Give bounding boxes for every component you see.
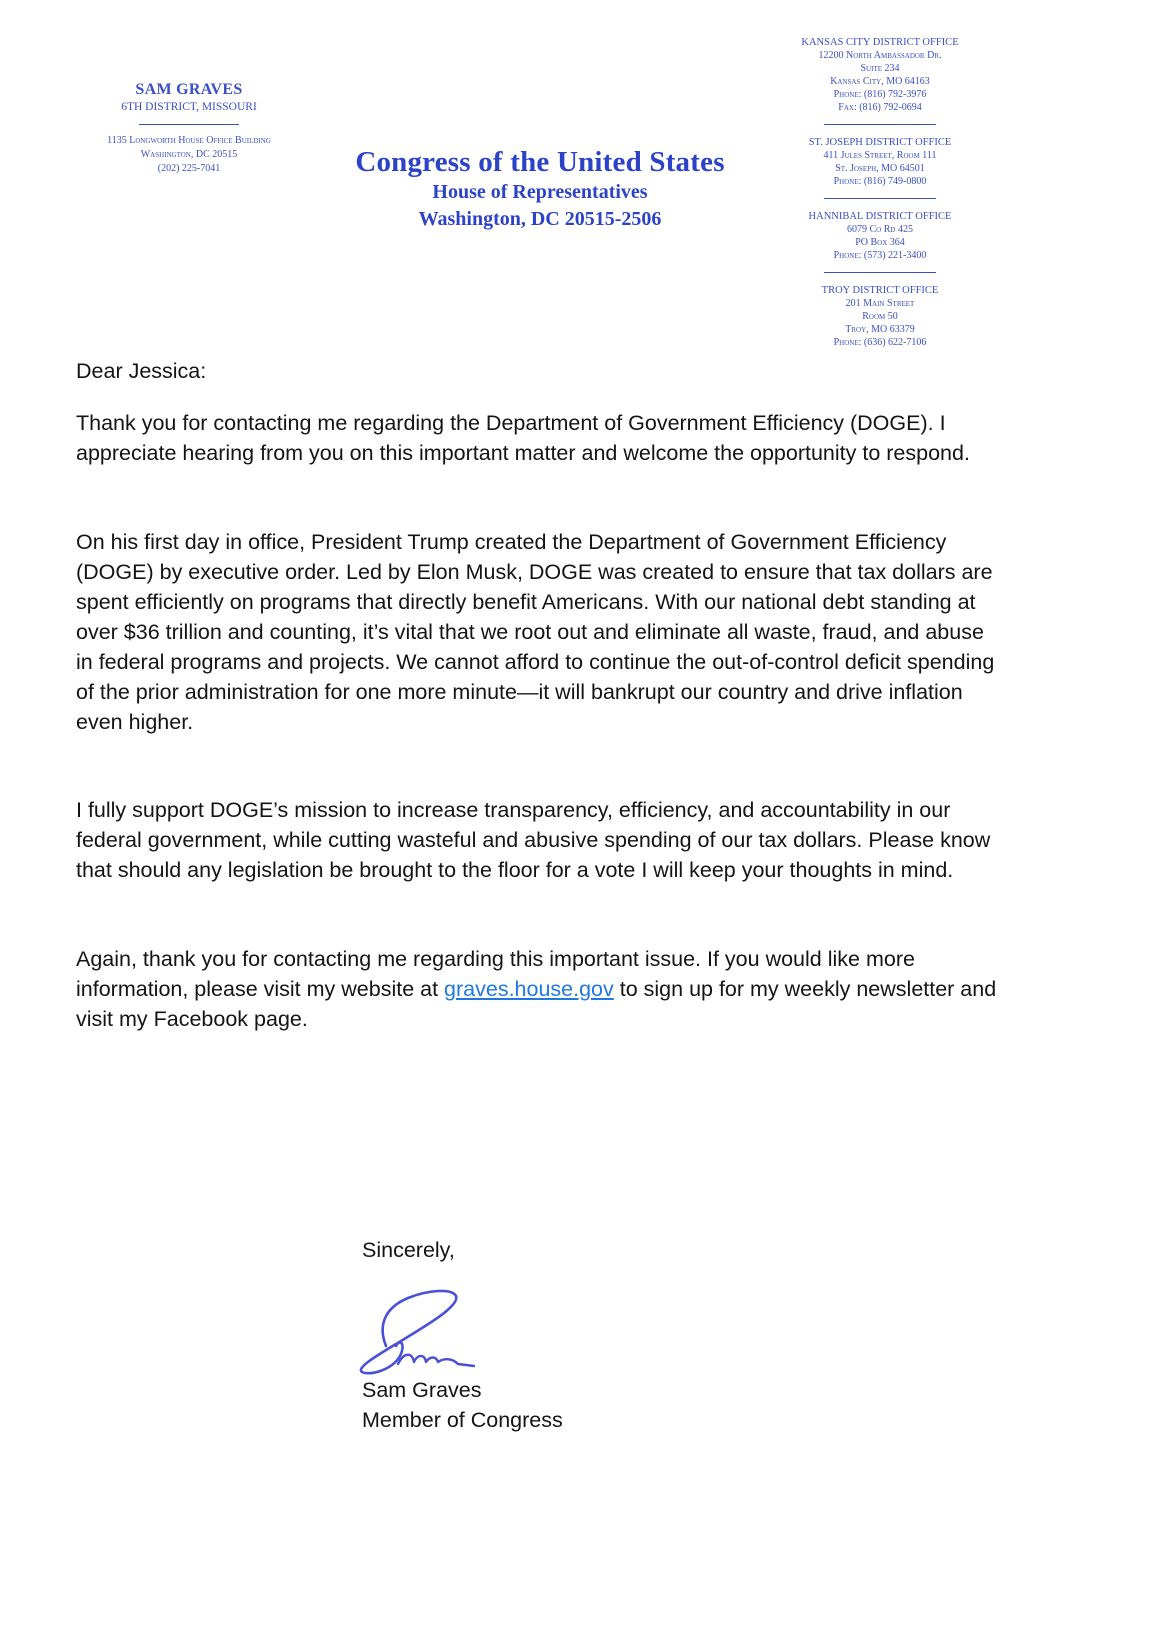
signer-name: Sam Graves xyxy=(362,1378,482,1402)
office-title: KANSAS CITY DISTRICT OFFICE xyxy=(801,37,959,48)
letter-body xyxy=(76,356,1006,1034)
house-title: House of Representatives xyxy=(432,181,648,203)
office-line: 6079 Co Rd 425 xyxy=(847,224,913,235)
office-line: PO Box 364 xyxy=(855,237,905,248)
letterhead-congress-block xyxy=(340,145,740,233)
office-title: HANNIBAL DISTRICT OFFICE xyxy=(808,211,952,222)
office-line: 201 Main Street xyxy=(845,298,915,309)
office-line: Kansas City, MO 64163 xyxy=(830,76,930,87)
member-divider xyxy=(139,124,239,125)
paragraph-intro: Thank you for contacting me regarding the Department of Government Efficiency (DOGE). I appreciate hearing from you on this important matter and welcome the opportunity to respond. xyxy=(76,411,970,465)
website-link[interactable]: graves.house.gov xyxy=(444,977,614,1001)
district-office-troy xyxy=(785,284,975,349)
letterhead-member-block xyxy=(84,80,294,176)
office-title: TROY DISTRICT OFFICE xyxy=(821,285,939,296)
office-line: 12200 North Ambassador Dr. xyxy=(818,50,942,61)
office-line: Fax: (816) 792-0694 xyxy=(838,102,922,113)
paragraph-support: I fully support DOGE’s mission to increase transparency, efficiency, and accountability in our federal government, while cutting wasteful and abusive spending of our tax dollars. Please know that should any legislation be brought to the floor for a vote I will keep your thoughts in mind. xyxy=(76,798,991,882)
office-line: Phone: (573) 221-3400 xyxy=(833,250,927,261)
office-line: Phone: (816) 792-3976 xyxy=(833,89,927,100)
signer-title: Member of Congress xyxy=(362,1408,563,1432)
office-line: Room 50 xyxy=(862,311,898,322)
house-address: Washington, DC 20515-2506 xyxy=(418,208,662,230)
dc-office-line: (202) 225-7041 xyxy=(157,163,221,174)
signature-image xyxy=(356,1286,486,1378)
dc-office-line: Washington, DC 20515 xyxy=(140,149,238,160)
paragraph-closing-text-after: to sign up for my weekly newsletter and visit my Facebook page. xyxy=(76,977,997,1031)
office-line: 411 Jules Street, Room 111 xyxy=(823,150,937,161)
office-line: Phone: (816) 749-0800 xyxy=(833,176,927,187)
paragraph-closing xyxy=(76,944,1006,1034)
office-line: Troy, MO 63379 xyxy=(845,324,915,335)
district-office-hannibal xyxy=(785,210,975,262)
signer-block xyxy=(362,1375,563,1435)
district-office-kansas-city xyxy=(785,36,975,114)
member-name: SAM GRAVES xyxy=(135,81,243,98)
office-title: ST. JOSEPH DISTRICT OFFICE xyxy=(808,137,952,148)
office-line: Suite 234 xyxy=(860,63,900,74)
paragraph-doge-background: On his first day in office, President Trump created the Department of Government Efficiency (DOGE) by executive order. Led by Elon Musk, DOGE was created to ensure that tax dollars are spent efficiently on programs that directly benefit Americans. With our national debt standing at over $36 trillion and counting, it’s vital that we root out and eliminate all waste, fraud, and abuse in federal programs and projects. We cannot afford to continue the out-of-control deficit spending of the prior administration for one more minute—it will bankrupt our country and drive inflation even higher. xyxy=(76,530,995,734)
salutation: Dear Jessica: xyxy=(76,359,207,383)
office-line: St. Joseph, MO 64501 xyxy=(835,163,925,174)
office-divider xyxy=(824,198,936,199)
dc-office-line: 1135 Longworth House Office Building xyxy=(107,135,271,146)
office-divider xyxy=(824,272,936,273)
paragraph-closing-text-before: Again, thank you for contacting me regarding this important issue. If you would like more information, please visit my website at xyxy=(76,947,915,1001)
congress-title: Congress of the United States xyxy=(355,146,725,178)
closing: Sincerely, xyxy=(362,1238,455,1262)
letterhead-district-offices xyxy=(785,36,975,349)
office-divider xyxy=(824,124,936,125)
district-office-st-joseph xyxy=(785,136,975,188)
office-line: Phone: (636) 622-7106 xyxy=(833,337,927,348)
member-district: 6TH DISTRICT, MISSOURI xyxy=(121,101,257,113)
